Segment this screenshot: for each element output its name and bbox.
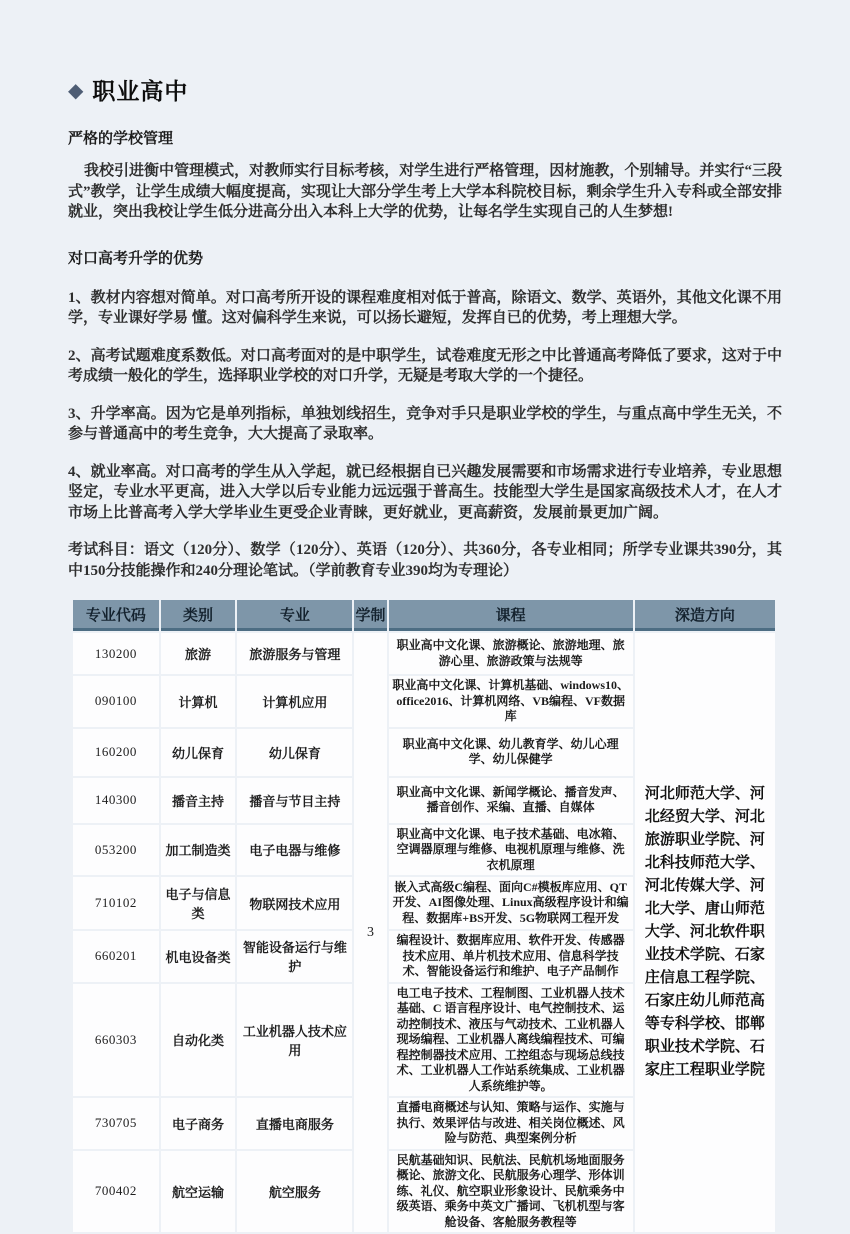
category-cell: 幼儿保育 bbox=[161, 729, 236, 776]
header-courses: 课程 bbox=[389, 600, 633, 631]
category-cell: 加工制造类 bbox=[161, 825, 236, 876]
courses-cell: 嵌入式高级C编程、面向C#模板库应用、QT开发、AI图像处理、Linux高级程序设计和编程、数据库+BS开发、5G物联网工程开发 bbox=[389, 877, 633, 929]
major-code-cell: 660303 bbox=[73, 984, 159, 1097]
category-cell: 电子商务 bbox=[161, 1098, 236, 1149]
header-major: 专业 bbox=[237, 600, 352, 631]
courses-cell: 职业高中文化课、旅游概论、旅游地理、旅游心里、旅游政策与法规等 bbox=[389, 633, 633, 674]
major-cell: 旅游服务与管理 bbox=[237, 633, 352, 674]
major-cell: 智能设备运行与维护 bbox=[237, 931, 352, 982]
duration-cell: 3 bbox=[354, 633, 386, 1232]
header-major-code: 专业代码 bbox=[73, 600, 159, 631]
header-category: 类别 bbox=[161, 600, 236, 631]
courses-cell: 职业高中文化课、幼儿教育学、幼儿心理学、幼儿保健学 bbox=[389, 729, 633, 776]
exam-subjects-paragraph: 考试科目：语文（120分）、数学（120分）、英语（120分）、共360分，各专业相同；所学专业课共390分，其中150分技能操作和240分理论笔试。（学前教育专业390均为专理论） bbox=[68, 542, 782, 579]
category-cell: 电子与信息类 bbox=[161, 877, 236, 929]
major-code-cell: 160200 bbox=[73, 729, 159, 776]
major-cell: 计算机应用 bbox=[237, 676, 352, 727]
courses-cell: 职业高中文化课、新闻学概论、播音发声、播音创作、采编、直播、自媒体 bbox=[389, 778, 633, 823]
major-code-cell: 730705 bbox=[73, 1098, 159, 1149]
majors-table bbox=[71, 598, 777, 1234]
advantage-paragraph-3: 3、升学率高。因为它是单列指标，单独划线招生，竞争对手只是职业学校的学生，与重点高中学生无关，不参与普通高中的考生竞争，大大提高了录取率。 bbox=[68, 405, 782, 442]
header-duration: 学制 bbox=[354, 600, 386, 631]
further-study-cell: 河北师范大学、河北经贸大学、河北旅游职业学院、河北科技师范大学、河北传媒大学、河北大学、唐山师范大学、河北软件职业技术学院、石家庄信息工程学院、石家庄幼儿师范高等专科学校、邯郸职业技术学院、石家庄工程职业学院 bbox=[635, 633, 775, 1232]
section-heading-advantages: 对口高考升学的优势 bbox=[68, 250, 204, 267]
category-cell: 机电设备类 bbox=[161, 931, 236, 982]
courses-cell: 编程设计、数据库应用、软件开发、传感器技术应用、单片机技术应用、信息科学技术、智能设备运行和维护、电子产品制作 bbox=[389, 931, 633, 982]
major-cell: 物联网技术应用 bbox=[237, 877, 352, 929]
major-code-cell: 140300 bbox=[73, 778, 159, 823]
category-cell: 航空运输 bbox=[161, 1151, 236, 1233]
school-management-paragraph: 我校引进衡中管理模式，对教师实行目标考核，对学生进行严格管理，因材施教，个别辅导。并实行“三段式”教学，让学生成绩大幅度提高，实现让大部分学生考上大学本科院校目标，剩余学生升入专科或全部安排就业，突出我校让学生低分进高分出入本科上大学的优势，让每名学生实现自己的人生梦想! bbox=[68, 163, 782, 220]
courses-cell: 电工电子技术、工程制图、工业机器人技术基础、C 语言程序设计、电气控制技术、运动控制技术、液压与气动技术、工业机器人现场编程、工业机器人离线编程技术、可编程控制器技术应用、工控组态与现场总线技术、工业机器人工作站系统集成、工业机器人系统维护等。 bbox=[389, 984, 633, 1097]
major-code-cell: 700402 bbox=[73, 1151, 159, 1233]
major-cell: 播音与节目主持 bbox=[237, 778, 352, 823]
page-title: 职业高中 bbox=[92, 79, 189, 104]
courses-cell: 民航基础知识、民航法、民航机场地面服务概论、旅游文化、民航服务心理学、形体训练、礼仪、航空职业形象设计、民航乘务中级英语、乘务中英文广播词、飞机机型与客舱设备、客舱服务教程等 bbox=[389, 1151, 633, 1233]
major-cell: 航空服务 bbox=[237, 1151, 352, 1233]
major-cell: 直播电商服务 bbox=[237, 1098, 352, 1149]
major-code-cell: 710102 bbox=[73, 877, 159, 929]
advantage-paragraph-1: 1、教材内容想对简单。对口高考所开设的课程难度相对低于普高，除语文、数学、英语外，其他文化课不用学，专业课好学易 懂。这对偏科学生来说，可以扬长避短，发挥自已的优势，考上理想大学。 bbox=[68, 289, 782, 326]
category-cell: 计算机 bbox=[161, 676, 236, 727]
category-cell: 自动化类 bbox=[161, 984, 236, 1097]
major-code-cell: 053200 bbox=[73, 825, 159, 876]
major-code-cell: 090100 bbox=[73, 676, 159, 727]
category-cell: 旅游 bbox=[161, 633, 236, 674]
courses-cell: 直播电商概述与认知、策略与运作、实施与执行、效果评估与改进、相关岗位概述、风险与防范、典型案例分析 bbox=[389, 1098, 633, 1149]
table-row bbox=[73, 633, 775, 674]
major-code-cell: 130200 bbox=[73, 633, 159, 674]
advantage-paragraph-2: 2、高考试题难度系数低。对口高考面对的是中职学生，试卷难度无形之中比普通高考降低了要求，这对于中考成绩一般化的学生，选择职业学校的对口升学，无疑是考取大学的一个捷径。 bbox=[68, 347, 782, 384]
courses-cell: 职业高中文化课、计算机基础、windows10、office2016、计算机网络、VB编程、VF数据库 bbox=[389, 676, 633, 727]
table-header-row bbox=[73, 600, 775, 631]
section-heading-school-management: 严格的学校管理 bbox=[68, 131, 174, 147]
major-code-cell: 660201 bbox=[73, 931, 159, 982]
diamond-bullet-icon: ◆ bbox=[68, 79, 84, 102]
header-further-study: 深造方向 bbox=[635, 600, 775, 631]
major-cell: 电子电器与维修 bbox=[237, 825, 352, 876]
advantage-paragraph-4: 4、就业率高。对口高考的学生从入学起，就已经根据自已兴趣发展需要和市场需求进行专业培养，专业思想竖定，专业水平更高，进入大学以后专业能力远远强于普高生。技能型大学生是国家高级技术人才，在人才市场上比普高考入学大学毕业生更受企业青睐，更好就业，更高薪资，发展前景更加广阔。 bbox=[68, 463, 782, 521]
category-cell: 播音主持 bbox=[161, 778, 236, 823]
major-cell: 工业机器人技术应用 bbox=[237, 984, 352, 1097]
major-cell: 幼儿保育 bbox=[237, 729, 352, 776]
title-row bbox=[68, 73, 782, 106]
courses-cell: 职业高中文化课、电子技术基础、电冰箱、空调器原理与维修、电视机原理与维修、洗衣机原理 bbox=[389, 825, 633, 876]
